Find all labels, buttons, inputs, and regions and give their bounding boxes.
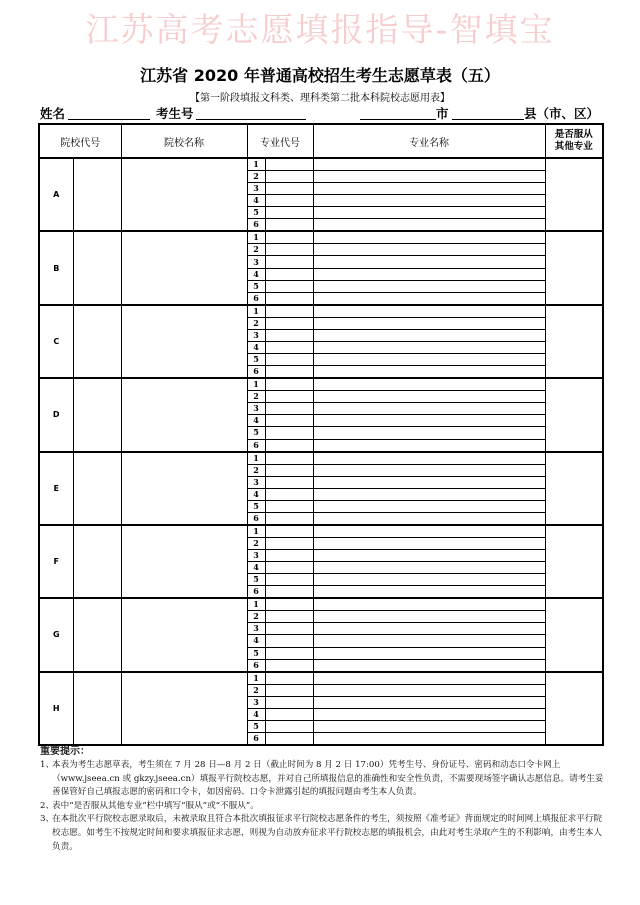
group-letter: B <box>39 231 73 304</box>
major-name-cell[interactable] <box>313 427 545 439</box>
major-name-cell[interactable] <box>313 354 545 366</box>
major-row-number: 5 <box>247 574 265 586</box>
major-name-cell[interactable] <box>313 391 545 403</box>
exam-no-field[interactable] <box>196 119 306 120</box>
major-code-cell[interactable] <box>265 720 313 732</box>
major-row-number: 6 <box>247 512 265 525</box>
major-row-number: 2 <box>247 171 265 183</box>
major-row-number: 5 <box>247 354 265 366</box>
obey-other-major-cell[interactable] <box>545 598 603 671</box>
school-code-cell[interactable] <box>73 378 121 451</box>
major-name-cell[interactable] <box>313 231 545 244</box>
major-name-cell[interactable] <box>313 378 545 391</box>
major-row-number: 3 <box>247 623 265 635</box>
major-name-cell[interactable] <box>313 672 545 685</box>
major-code-cell[interactable] <box>265 207 313 219</box>
major-code-cell[interactable] <box>265 183 313 195</box>
major-name-cell[interactable] <box>313 292 545 305</box>
major-name-cell[interactable] <box>313 611 545 623</box>
major-code-cell[interactable] <box>265 562 313 574</box>
major-row-number: 5 <box>247 720 265 732</box>
major-code-cell[interactable] <box>265 733 313 746</box>
school-name-cell[interactable] <box>121 598 247 671</box>
major-row-number: 4 <box>247 635 265 647</box>
city-label: 市 <box>436 106 449 121</box>
major-code-cell[interactable] <box>265 354 313 366</box>
major-row-number: 4 <box>247 341 265 353</box>
obey-header-line1: 是否服从 <box>554 129 593 140</box>
school-name-cell[interactable] <box>121 672 247 745</box>
major-name-cell[interactable] <box>313 512 545 525</box>
city-field[interactable] <box>360 119 436 120</box>
major-code-cell[interactable] <box>265 439 313 452</box>
major-code-cell[interactable] <box>265 598 313 611</box>
major-row-number: 5 <box>247 207 265 219</box>
major-code-cell[interactable] <box>265 317 313 329</box>
major-code-cell[interactable] <box>265 708 313 720</box>
major-row-number: 2 <box>247 391 265 403</box>
major-name-header: 专业名称 <box>313 124 545 158</box>
major-code-cell[interactable] <box>265 672 313 685</box>
major-name-cell[interactable] <box>313 733 545 746</box>
obey-other-major-cell[interactable] <box>545 672 603 745</box>
major-name-cell[interactable] <box>313 598 545 611</box>
table-row <box>39 598 603 611</box>
table-body <box>39 158 603 745</box>
major-row-number: 1 <box>247 525 265 538</box>
obey-header-line2: 其他专业 <box>554 141 593 152</box>
group-letter: F <box>39 525 73 598</box>
school-code-cell[interactable] <box>73 598 121 671</box>
major-code-cell[interactable] <box>265 574 313 586</box>
major-name-cell[interactable] <box>313 244 545 256</box>
major-name-cell[interactable] <box>313 183 545 195</box>
major-code-cell[interactable] <box>265 684 313 696</box>
note-number: 2、 <box>40 800 55 811</box>
major-code-cell[interactable] <box>265 635 313 647</box>
major-row-number: 5 <box>247 500 265 512</box>
major-code-cell[interactable] <box>265 623 313 635</box>
major-name-cell[interactable] <box>313 708 545 720</box>
major-code-cell[interactable] <box>265 366 313 379</box>
table-row <box>39 452 603 465</box>
major-row-number: 1 <box>247 305 265 318</box>
major-name-cell[interactable] <box>313 549 545 561</box>
major-name-cell[interactable] <box>313 305 545 318</box>
school-name-cell[interactable] <box>121 452 247 525</box>
major-row-number: 3 <box>247 696 265 708</box>
major-row-number: 6 <box>247 586 265 599</box>
major-name-cell[interactable] <box>313 562 545 574</box>
major-code-cell[interactable] <box>265 696 313 708</box>
table-row <box>39 305 603 318</box>
group-letter: A <box>39 158 73 231</box>
note-number: 1、 <box>40 760 55 770</box>
major-name-cell[interactable] <box>313 574 545 586</box>
obey-other-major-cell[interactable] <box>545 378 603 451</box>
major-code-cell[interactable] <box>265 659 313 672</box>
major-name-cell[interactable] <box>313 659 545 672</box>
obey-other-major-cell[interactable] <box>545 452 603 525</box>
form-subtitle: 【第一阶段填报文科类、理科类第二批本科院校志愿用表】 <box>190 93 450 104</box>
major-name-cell[interactable] <box>313 488 545 500</box>
major-code-cell[interactable] <box>265 427 313 439</box>
major-row-number: 6 <box>247 219 265 232</box>
application-table <box>38 123 604 746</box>
name-field[interactable] <box>68 119 150 120</box>
major-code-cell[interactable] <box>265 464 313 476</box>
major-row-number: 2 <box>247 464 265 476</box>
major-row-number: 6 <box>247 292 265 305</box>
major-name-cell[interactable] <box>313 317 545 329</box>
major-row-number: 1 <box>247 158 265 171</box>
obey-other-major-cell[interactable] <box>545 158 603 231</box>
major-name-cell[interactable] <box>313 207 545 219</box>
major-code-cell[interactable] <box>265 219 313 232</box>
major-code-cell[interactable] <box>265 647 313 659</box>
major-name-cell[interactable] <box>313 158 545 171</box>
major-code-cell[interactable] <box>265 329 313 341</box>
major-code-cell[interactable] <box>265 611 313 623</box>
major-row-number: 2 <box>247 244 265 256</box>
major-name-cell[interactable] <box>313 171 545 183</box>
major-row-number: 1 <box>247 231 265 244</box>
school-name-cell[interactable] <box>121 378 247 451</box>
major-row-number: 1 <box>247 598 265 611</box>
major-code-cell[interactable] <box>265 525 313 538</box>
major-row-number: 3 <box>247 256 265 268</box>
major-row-number: 4 <box>247 708 265 720</box>
obey-other-major-cell[interactable] <box>545 231 603 304</box>
major-name-cell[interactable] <box>313 586 545 599</box>
major-code-cell[interactable] <box>265 280 313 292</box>
major-row-number: 4 <box>247 562 265 574</box>
major-row-number: 5 <box>247 427 265 439</box>
major-name-cell[interactable] <box>313 256 545 268</box>
table-row <box>39 672 603 685</box>
major-row-number: 2 <box>247 537 265 549</box>
major-code-cell[interactable] <box>265 341 313 353</box>
major-code-cell[interactable] <box>265 403 313 415</box>
school-name-header: 院校名称 <box>121 124 247 158</box>
major-name-cell[interactable] <box>313 537 545 549</box>
form-title: 江苏省 2020 年普通高校招生考生志愿草表（五） <box>140 66 500 85</box>
major-row-number: 6 <box>247 659 265 672</box>
major-code-cell[interactable] <box>265 305 313 318</box>
major-name-cell[interactable] <box>313 268 545 280</box>
major-name-cell[interactable] <box>313 476 545 488</box>
table-row <box>39 231 603 244</box>
major-code-cell[interactable] <box>265 256 313 268</box>
major-code-cell[interactable] <box>265 488 313 500</box>
note-text: 本表为考生志愿草表，考生须在 7 月 28 日—8 月 2 日（截止时间为 8 月 2 日 17:00）凭考生号、身份证号、密码和动态口令卡网上（www.jseea.cn 或 gkzy.jseea.cn）填报平行院校志愿，并对自己所填报信息的准确性和安全性负责，不需要现场签字确认志愿信息。请考生妥善保管好自己填报志愿的密码和口令卡，如因密码、口令卡泄露引起的填报问题由考生本人负责。 <box>52 760 604 798</box>
major-code-cell[interactable] <box>265 537 313 549</box>
major-code-cell[interactable] <box>265 512 313 525</box>
group-letter: G <box>39 598 73 671</box>
major-name-cell[interactable] <box>313 720 545 732</box>
exam-no-label: 考生号 <box>156 106 194 121</box>
major-name-cell[interactable] <box>313 329 545 341</box>
note-item <box>40 800 604 814</box>
major-row-number: 3 <box>247 183 265 195</box>
major-code-cell[interactable] <box>265 158 313 171</box>
major-row-number: 4 <box>247 195 265 207</box>
major-code-cell[interactable] <box>265 195 313 207</box>
table-header-row <box>39 124 603 158</box>
major-code-cell[interactable] <box>265 292 313 305</box>
obey-other-major-cell[interactable] <box>545 305 603 378</box>
major-row-number: 6 <box>247 366 265 379</box>
note-number: 3、 <box>40 814 55 825</box>
major-name-cell[interactable] <box>313 280 545 292</box>
major-row-number: 6 <box>247 439 265 452</box>
major-name-cell[interactable] <box>313 696 545 708</box>
county-field[interactable] <box>452 119 524 120</box>
school-name-cell[interactable] <box>121 525 247 598</box>
major-name-cell[interactable] <box>313 464 545 476</box>
group-letter: C <box>39 305 73 378</box>
major-row-number: 2 <box>247 317 265 329</box>
important-notes <box>40 745 604 854</box>
note-text: 在本批次平行院校志愿录取后，未被录取且符合本批次填报征求平行院校志愿条件的考生，须按照《准考证》背面规定的时间网上填报征求平行院校志愿。如考生不按规定时间和要求填报征求志愿，则视为自动放弃征求平行院校志愿的填报机会，由此对考生录取产生的不利影响，由考生本人负责。 <box>52 814 603 852</box>
major-code-header: 专业代号 <box>247 124 313 158</box>
major-name-cell[interactable] <box>313 403 545 415</box>
school-name-cell[interactable] <box>121 158 247 231</box>
major-row-number: 1 <box>247 672 265 685</box>
major-code-cell[interactable] <box>265 268 313 280</box>
school-code-cell[interactable] <box>73 452 121 525</box>
group-letter: E <box>39 452 73 525</box>
major-code-cell[interactable] <box>265 171 313 183</box>
school-name-cell[interactable] <box>121 231 247 304</box>
major-row-number: 4 <box>247 415 265 427</box>
note-text: 表中“是否服从其他专业”栏中填写“服从”或“不服从”。 <box>52 800 259 811</box>
name-label: 姓名 <box>40 106 66 121</box>
obey-other-major-header <box>545 124 603 158</box>
table-row <box>39 525 603 538</box>
obey-other-major-cell[interactable] <box>545 525 603 598</box>
school-code-cell[interactable] <box>73 231 121 304</box>
major-code-cell[interactable] <box>265 391 313 403</box>
group-letter: D <box>39 378 73 451</box>
major-row-number: 4 <box>247 268 265 280</box>
major-name-cell[interactable] <box>313 366 545 379</box>
major-row-number: 1 <box>247 378 265 391</box>
major-code-cell[interactable] <box>265 476 313 488</box>
table-row <box>39 378 603 391</box>
notes-heading: 重要提示： <box>40 746 90 757</box>
major-code-cell[interactable] <box>265 378 313 391</box>
major-row-number: 3 <box>247 549 265 561</box>
major-name-cell[interactable] <box>313 452 545 465</box>
major-name-cell[interactable] <box>313 635 545 647</box>
school-code-cell[interactable] <box>73 525 121 598</box>
major-code-cell[interactable] <box>265 586 313 599</box>
major-row-number: 6 <box>247 733 265 746</box>
major-name-cell[interactable] <box>313 341 545 353</box>
major-name-cell[interactable] <box>313 525 545 538</box>
group-letter: H <box>39 672 73 745</box>
major-code-cell[interactable] <box>265 415 313 427</box>
school-name-cell[interactable] <box>121 305 247 378</box>
major-row-number: 2 <box>247 684 265 696</box>
applicant-info-row <box>38 104 604 122</box>
major-name-cell[interactable] <box>313 500 545 512</box>
major-row-number: 1 <box>247 452 265 465</box>
major-row-number: 5 <box>247 647 265 659</box>
major-row-number: 3 <box>247 403 265 415</box>
major-name-cell[interactable] <box>313 684 545 696</box>
major-code-cell[interactable] <box>265 244 313 256</box>
major-name-cell[interactable] <box>313 415 545 427</box>
major-row-number: 3 <box>247 329 265 341</box>
county-label: 县（市、区） <box>524 106 600 121</box>
major-name-cell[interactable] <box>313 647 545 659</box>
school-code-cell[interactable] <box>73 305 121 378</box>
major-row-number: 4 <box>247 488 265 500</box>
major-code-cell[interactable] <box>265 231 313 244</box>
note-item <box>40 759 604 800</box>
school-code-header: 院校代号 <box>39 124 121 158</box>
major-code-cell[interactable] <box>265 452 313 465</box>
table-row <box>39 158 603 171</box>
major-row-number: 3 <box>247 476 265 488</box>
major-row-number: 5 <box>247 280 265 292</box>
major-name-cell[interactable] <box>313 623 545 635</box>
school-code-cell[interactable] <box>73 672 121 745</box>
major-name-cell[interactable] <box>313 439 545 452</box>
major-row-number: 2 <box>247 611 265 623</box>
major-name-cell[interactable] <box>313 219 545 232</box>
school-code-cell[interactable] <box>73 158 121 231</box>
watermark: 江苏高考志愿填报指导-智填宝 <box>85 10 555 49</box>
major-code-cell[interactable] <box>265 549 313 561</box>
major-name-cell[interactable] <box>313 195 545 207</box>
note-item <box>40 813 604 854</box>
major-code-cell[interactable] <box>265 500 313 512</box>
